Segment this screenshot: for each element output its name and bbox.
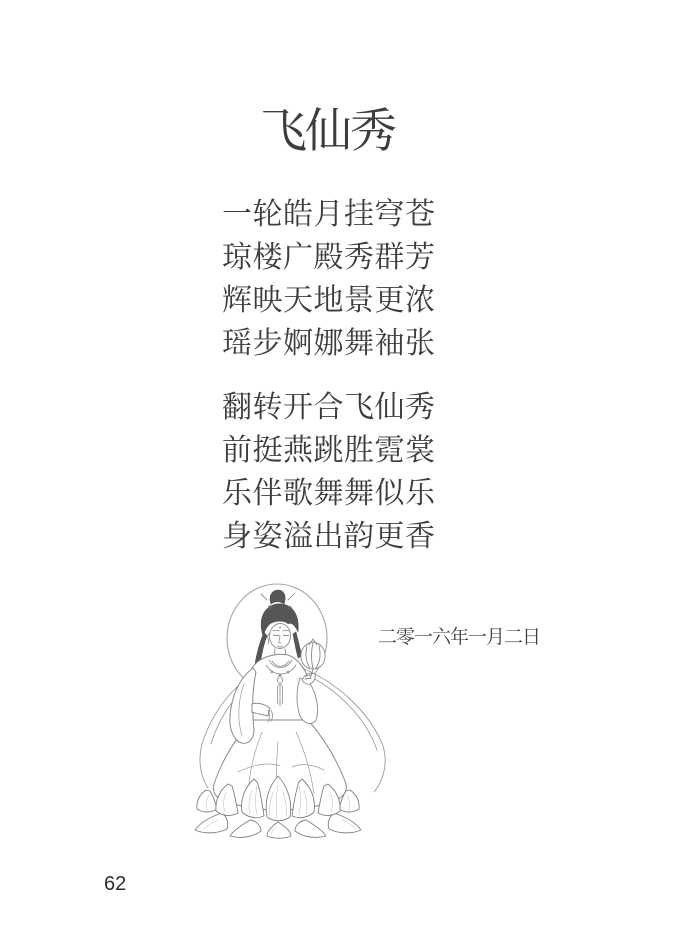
poem-line: 瑶步婀娜舞袖张 — [222, 326, 436, 361]
poem-line: 乐伴歌舞舞似乐 — [222, 476, 436, 511]
poem-title: 飞仙秀 — [260, 104, 395, 159]
page-number: 62 — [104, 873, 127, 895]
poem-line: 翻转开合飞仙秀 — [222, 390, 436, 425]
poem-line: 前挺燕跳胜霓裳 — [222, 433, 436, 468]
guanyin-illustration — [164, 580, 396, 842]
poem-line: 身姿溢出韵更香 — [222, 519, 436, 554]
poem-line: 辉映天地景更浓 — [222, 283, 436, 318]
guanyin-line-art — [164, 580, 396, 842]
poem-line: 琼楼广殿秀群芳 — [222, 240, 436, 275]
right-arm-lotus-bud — [297, 639, 325, 723]
poem-stanza-2 — [222, 386, 436, 558]
poem-date: 二零一六年一月二日 — [378, 626, 541, 648]
poem-stanza-1 — [222, 193, 436, 365]
poem-line: 一轮皓月挂穹苍 — [222, 197, 436, 232]
